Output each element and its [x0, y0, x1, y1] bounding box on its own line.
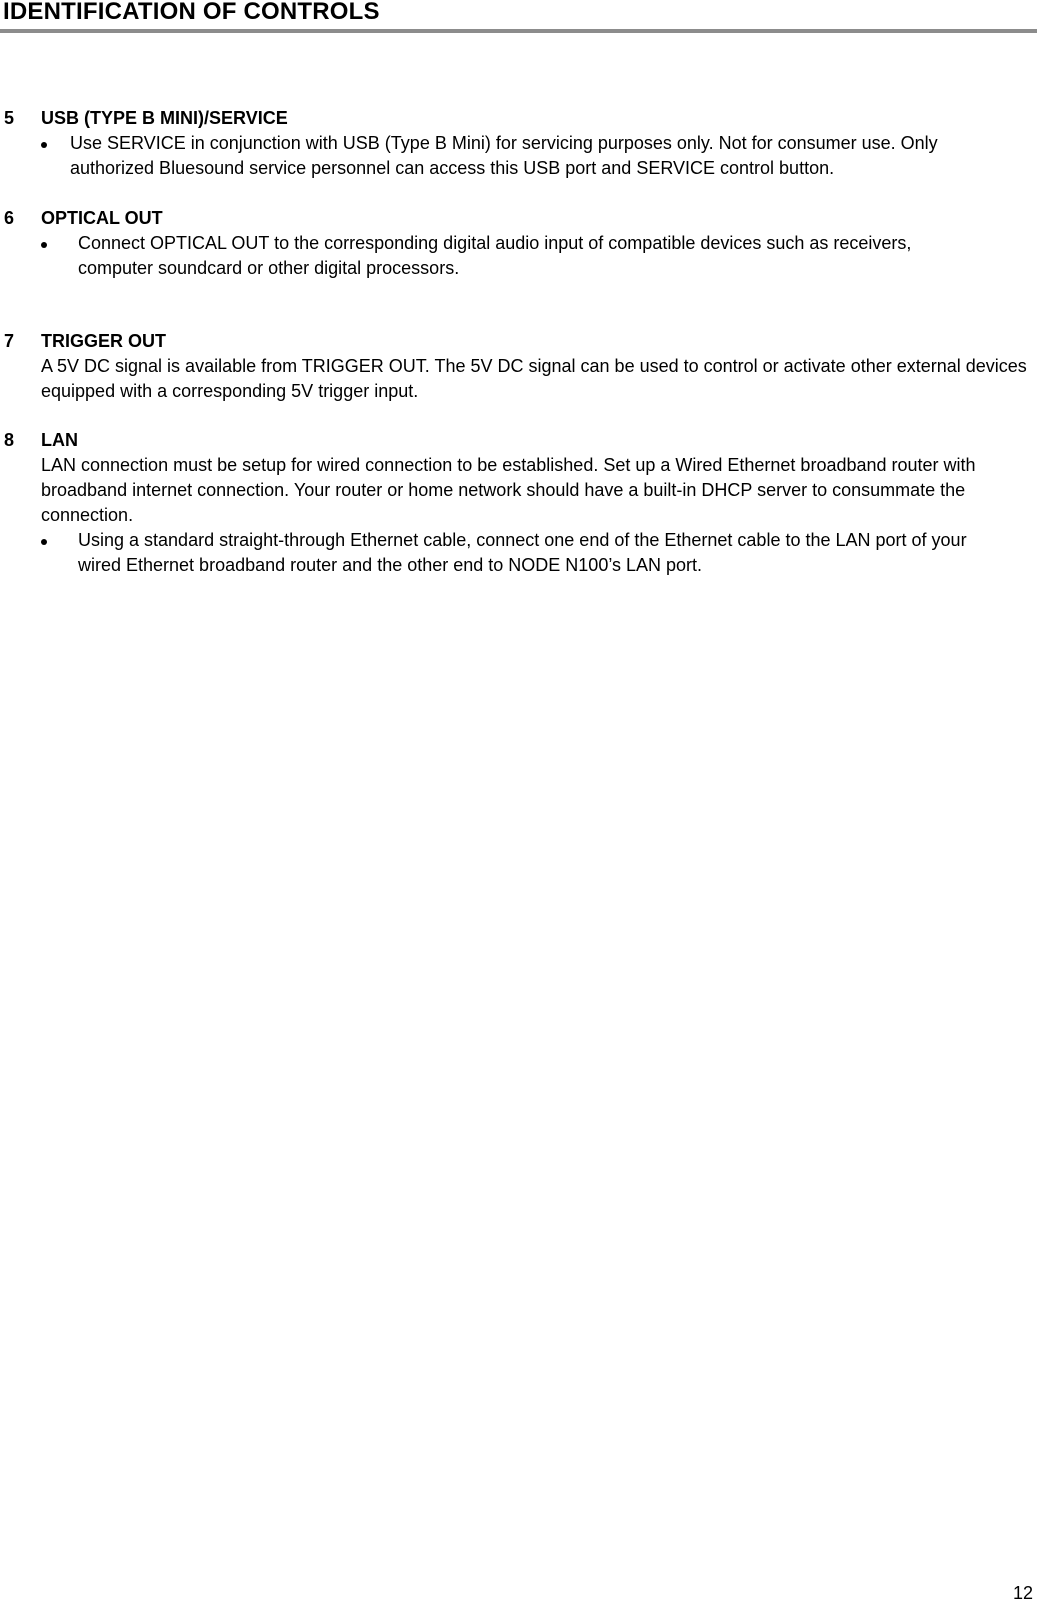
bullet-text: Connect OPTICAL OUT to the corresponding digital audio input of compatible devices such as receivers, computer soundcard or other digital processors.	[78, 233, 912, 278]
section-paragraph: A 5V DC signal is available from TRIGGER OUT. The 5V DC signal can be used to control or activate other external devices equipped with a corresponding 5V trigger input.	[41, 356, 1027, 401]
section-heading	[0, 106, 1037, 131]
list-item	[0, 231, 1037, 281]
bullet-icon	[41, 142, 47, 148]
list-item	[0, 131, 1037, 181]
section-title: TRIGGER OUT	[41, 331, 166, 351]
section-number: 6	[4, 208, 15, 228]
section-heading	[0, 329, 1037, 354]
section-usb-service	[0, 106, 1037, 181]
section-trigger-out	[0, 329, 1037, 404]
bullet-icon	[41, 242, 47, 248]
section-title: USB (TYPE B MINI)/SERVICE	[41, 108, 288, 128]
list-item	[0, 528, 1037, 578]
document-body	[0, 106, 1037, 578]
section-title: OPTICAL OUT	[41, 208, 163, 228]
section-heading	[0, 428, 1037, 453]
section-title: LAN	[41, 430, 78, 450]
section-number: 8	[4, 430, 15, 450]
section-optical-out	[0, 206, 1037, 281]
title-divider	[0, 29, 1037, 33]
bullet-text: Use SERVICE in conjunction with USB (Type B Mini) for servicing purposes only. Not for consumer use. Only authorized Bluesound service personnel can access this USB port and SERVICE control button.	[70, 133, 938, 178]
page-title: IDENTIFICATION OF CONTROLS	[3, 0, 380, 25]
section-paragraph: LAN connection must be setup for wired connection to be established. Set up a Wired Ethernet broadband router with broadband internet connection. Your router or home network should have a built-in DHCP server to consummate the connection.	[41, 455, 976, 525]
section-heading	[0, 206, 1037, 231]
page-number: 12	[1012, 1583, 1033, 1603]
bullet-icon	[41, 539, 47, 545]
section-number: 5	[4, 108, 15, 128]
bullet-text: Using a standard straight-through Ethernet cable, connect one end of the Ethernet cable to the LAN port of your wired Ethernet broadband router and the other end to NODE N100’s LAN port.	[78, 530, 967, 575]
section-lan	[0, 428, 1037, 578]
section-number: 7	[4, 331, 15, 351]
